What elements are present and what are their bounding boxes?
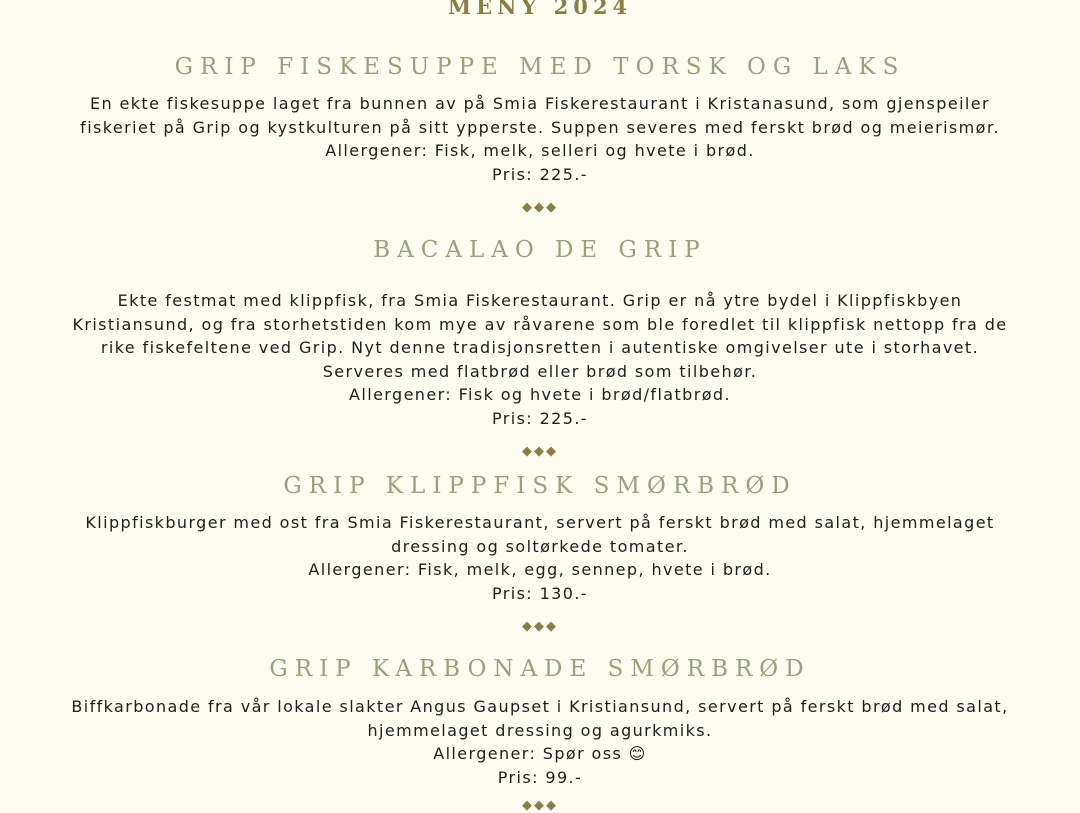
dish-description-fiskesuppe	[40, 92, 1040, 186]
description-line: Klippfiskburger med ost fra Smia Fiskerestaurant, servert på ferskt brød med salat, hjemmelaget	[85, 513, 995, 532]
allergens-text: Allergener: Fisk, melk, selleri og hvete i brød.	[325, 141, 755, 160]
price-text: Pris: 130.-	[491, 583, 588, 603]
diamond-separator: ◆◆◆	[522, 619, 558, 634]
description-line: rike fiskefeltene ved Grip. Nyt denne tradisjonsretten i autentiske omgivelser ute i storhavet.	[100, 338, 980, 357]
price-text: Pris: 225.-	[491, 164, 588, 184]
price-text: Pris: 225.-	[491, 408, 588, 428]
description-line: dressing og soltørkede tomater.	[391, 536, 689, 556]
dish-title-bacalao: BACALAO DE GRIP	[373, 237, 707, 263]
description-line: fiskeriet på Grip og kystkulturen på sitt ypperste. Suppen severes med ferskt brød og meierismør.	[80, 117, 1000, 137]
description-line: Serveres med flatbrød eller brød som tilbehør.	[322, 361, 758, 381]
description-line: En ekte fiskesuppe laget fra bunnen av på Smia Fiskerestaurant i Kristanasund, som gjenspeiler	[89, 94, 990, 113]
price-text: Pris: 99.-	[497, 767, 583, 787]
dish-description-klippfisk-smorbrod	[40, 511, 1040, 605]
allergens-text: Allergener: Spør oss 😊	[433, 744, 647, 763]
description-line: Biffkarbonade fra vår lokale slakter Angus Gaupset i Kristiansund, servert på ferskt brød med salat,	[71, 697, 1009, 716]
diamond-separator: ◆◆◆	[522, 444, 558, 459]
dish-title-fiskesuppe: GRIP FISKESUPPE MED TORSK OG LAKS	[174, 54, 906, 80]
dish-title-klippfisk-smorbrod: GRIP KLIPPFISK SMØRBRØD	[283, 473, 797, 499]
description-line: Kristiansund, og fra storhetstiden kom mye av råvarene som ble foredlet til klippfisk nettopp fra de	[72, 314, 1008, 334]
dish-description-karbonade-smorbrod	[40, 695, 1040, 789]
allergens-text: Allergener: Fisk, melk, egg, sennep, hvete i brød.	[308, 560, 772, 579]
page-title: MENY 2024	[447, 0, 633, 19]
diamond-separator: ◆◆◆	[522, 200, 558, 215]
description-line: hjemmelaget dressing og agurkmiks.	[367, 720, 713, 740]
allergens-text: Allergener: Fisk og hvete i brød/flatbrød.	[349, 385, 731, 404]
dish-title-karbonade-smorbrod: GRIP KARBONADE SMØRBRØD	[269, 656, 811, 682]
diamond-separator: ◆◆◆	[522, 798, 558, 813]
dish-description-bacalao	[40, 289, 1040, 430]
description-line: Ekte festmat med klippfisk, fra Smia Fiskerestaurant. Grip er nå ytre bydel i Klippfiskbyen	[117, 291, 963, 310]
